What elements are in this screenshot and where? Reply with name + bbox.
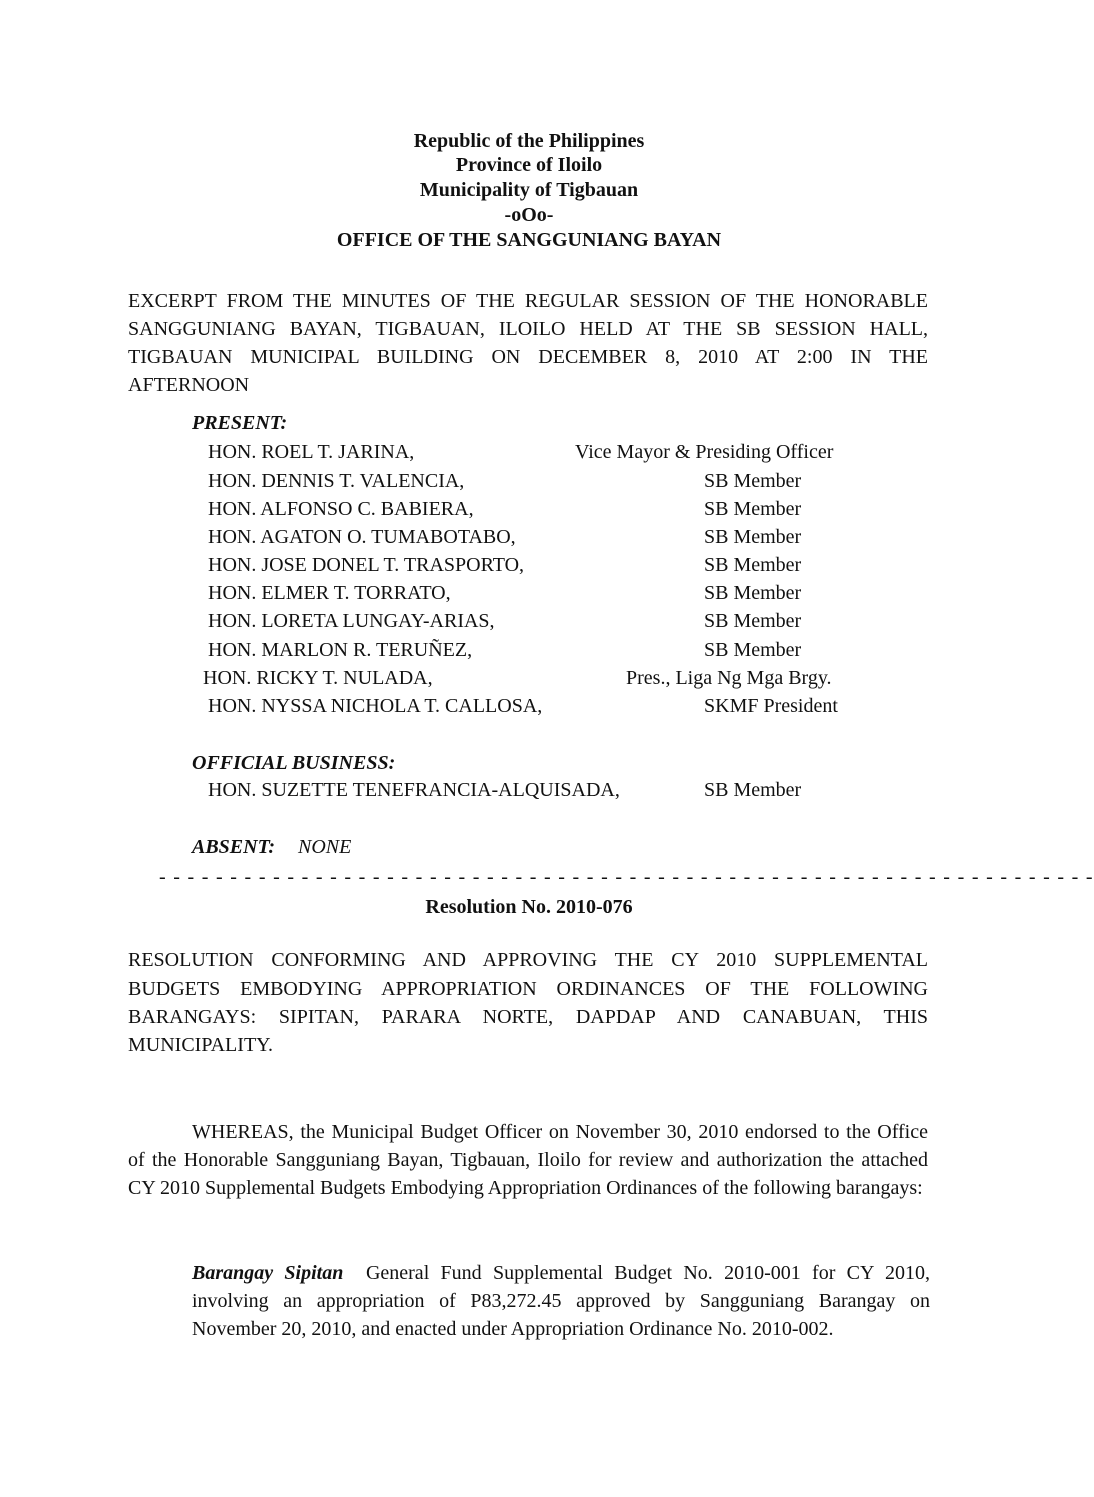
- present-member-name: HON. ROEL T. JARINA,: [208, 441, 415, 463]
- present-member-name: HON. RICKY T. NULADA,: [203, 667, 433, 689]
- official-business-name: HON. SUZETTE TENEFRANCIA-ALQUISADA,: [208, 779, 620, 801]
- header-republic: Republic of the Philippines: [413, 130, 645, 152]
- present-member-position: SB Member: [704, 610, 802, 632]
- present-member-name: HON. JOSE DONEL T. TRASPORTO,: [208, 554, 525, 576]
- whereas-paragraph: WHEREAS, the Municipal Budget Officer on November 30, 2010 endorsed to the Office of the Honorable Sangguniang Bayan, Tigbauan, Iloilo for review and authorization the attached CY 2010 Supplemental Budgets Embodying Appropriation Ordinances of the following barangays:: [128, 1121, 928, 1199]
- resolution-number: Resolution No. 2010-076: [425, 896, 633, 918]
- present-member-position: Pres., Liga Ng Mga Brgy.: [626, 667, 832, 689]
- present-member-position: SB Member: [704, 470, 802, 492]
- header-municipality: Municipality of Tigbauan: [419, 179, 639, 201]
- present-member-name: HON. NYSSA NICHOLA T. CALLOSA,: [208, 695, 543, 717]
- present-member-position: SB Member: [704, 639, 802, 661]
- present-member-position: SB Member: [704, 582, 802, 604]
- header-province: Province of Iloilo: [455, 154, 603, 176]
- excerpt-line-3: TIGBAUAN MUNICIPAL BUILDING ON DECEMBER 8, 2010 AT 2:00 IN THE: [128, 346, 928, 368]
- present-label: PRESENT:: [192, 412, 288, 434]
- resolution-title-line-4: MUNICIPALITY.: [128, 1034, 274, 1056]
- present-member-position: SB Member: [704, 526, 802, 548]
- official-business-position: SB Member: [704, 779, 802, 801]
- present-member-name: HON. MARLON R. TERUÑEZ,: [208, 639, 473, 661]
- barangay-name: Barangay Sipitan: [192, 1262, 344, 1284]
- official-business-label: OFFICIAL BUSINESS:: [192, 752, 396, 774]
- absent-label: ABSENT:: [192, 836, 275, 858]
- absent-value: NONE: [298, 836, 352, 858]
- barangay-budget-text: General Fund Supplemental Budget No. 2010-001 for CY 2010, involving an appropriation of P83,272.45 approved by Sangguniang Barangay on November 20, 2010, and enacted under Appropriation Ordinance No. 2010-002.: [192, 1262, 930, 1340]
- header-office: OFFICE OF THE SANGGUNIANG BAYAN: [336, 229, 722, 251]
- present-member-position: Vice Mayor & Presiding Officer: [575, 441, 834, 463]
- present-member-position: SB Member: [704, 554, 802, 576]
- excerpt-line-4: AFTERNOON: [128, 374, 250, 396]
- present-member-name: HON. DENNIS T. VALENCIA,: [208, 470, 465, 492]
- resolution-title-line-2: BUDGETS EMBODYING APPROPRIATION ORDINANCES OF THE FOLLOWING: [128, 978, 928, 1000]
- excerpt-line-2: SANGGUNIANG BAYAN, TIGBAUAN, ILOILO HELD AT THE SB SESSION HALL,: [128, 318, 928, 340]
- present-member-position: SKMF President: [704, 695, 838, 717]
- present-member-name: HON. ELMER T. TORRATO,: [208, 582, 451, 604]
- present-member-name: HON. AGATON O. TUMABOTABO,: [208, 526, 516, 548]
- present-member-name: HON. LORETA LUNGAY-ARIAS,: [208, 610, 495, 632]
- resolution-title-line-3: BARANGAYS: SIPITAN, PARARA NORTE, DAPDAP AND CANABUAN, THIS: [128, 1006, 928, 1028]
- resolution-title-line-1: RESOLUTION CONFORMING AND APPROVING THE CY 2010 SUPPLEMENTAL: [128, 949, 928, 971]
- present-member-position: SB Member: [704, 498, 802, 520]
- header-separator: -oOo-: [504, 204, 554, 226]
- dashed-separator: - - - - - - - - - - - - - - - - - - - - - - - - - - - - - - - - - - - - - - - - - - - - - - - - - - - - - - - - - - - - - - - - - -: [159, 866, 1094, 888]
- present-member-name: HON. ALFONSO C. BABIERA,: [208, 498, 474, 520]
- excerpt-line-1: EXCERPT FROM THE MINUTES OF THE REGULAR SESSION OF THE HONORABLE: [128, 290, 928, 312]
- barangay-sipitan-paragraph: [192, 1259, 930, 1343]
